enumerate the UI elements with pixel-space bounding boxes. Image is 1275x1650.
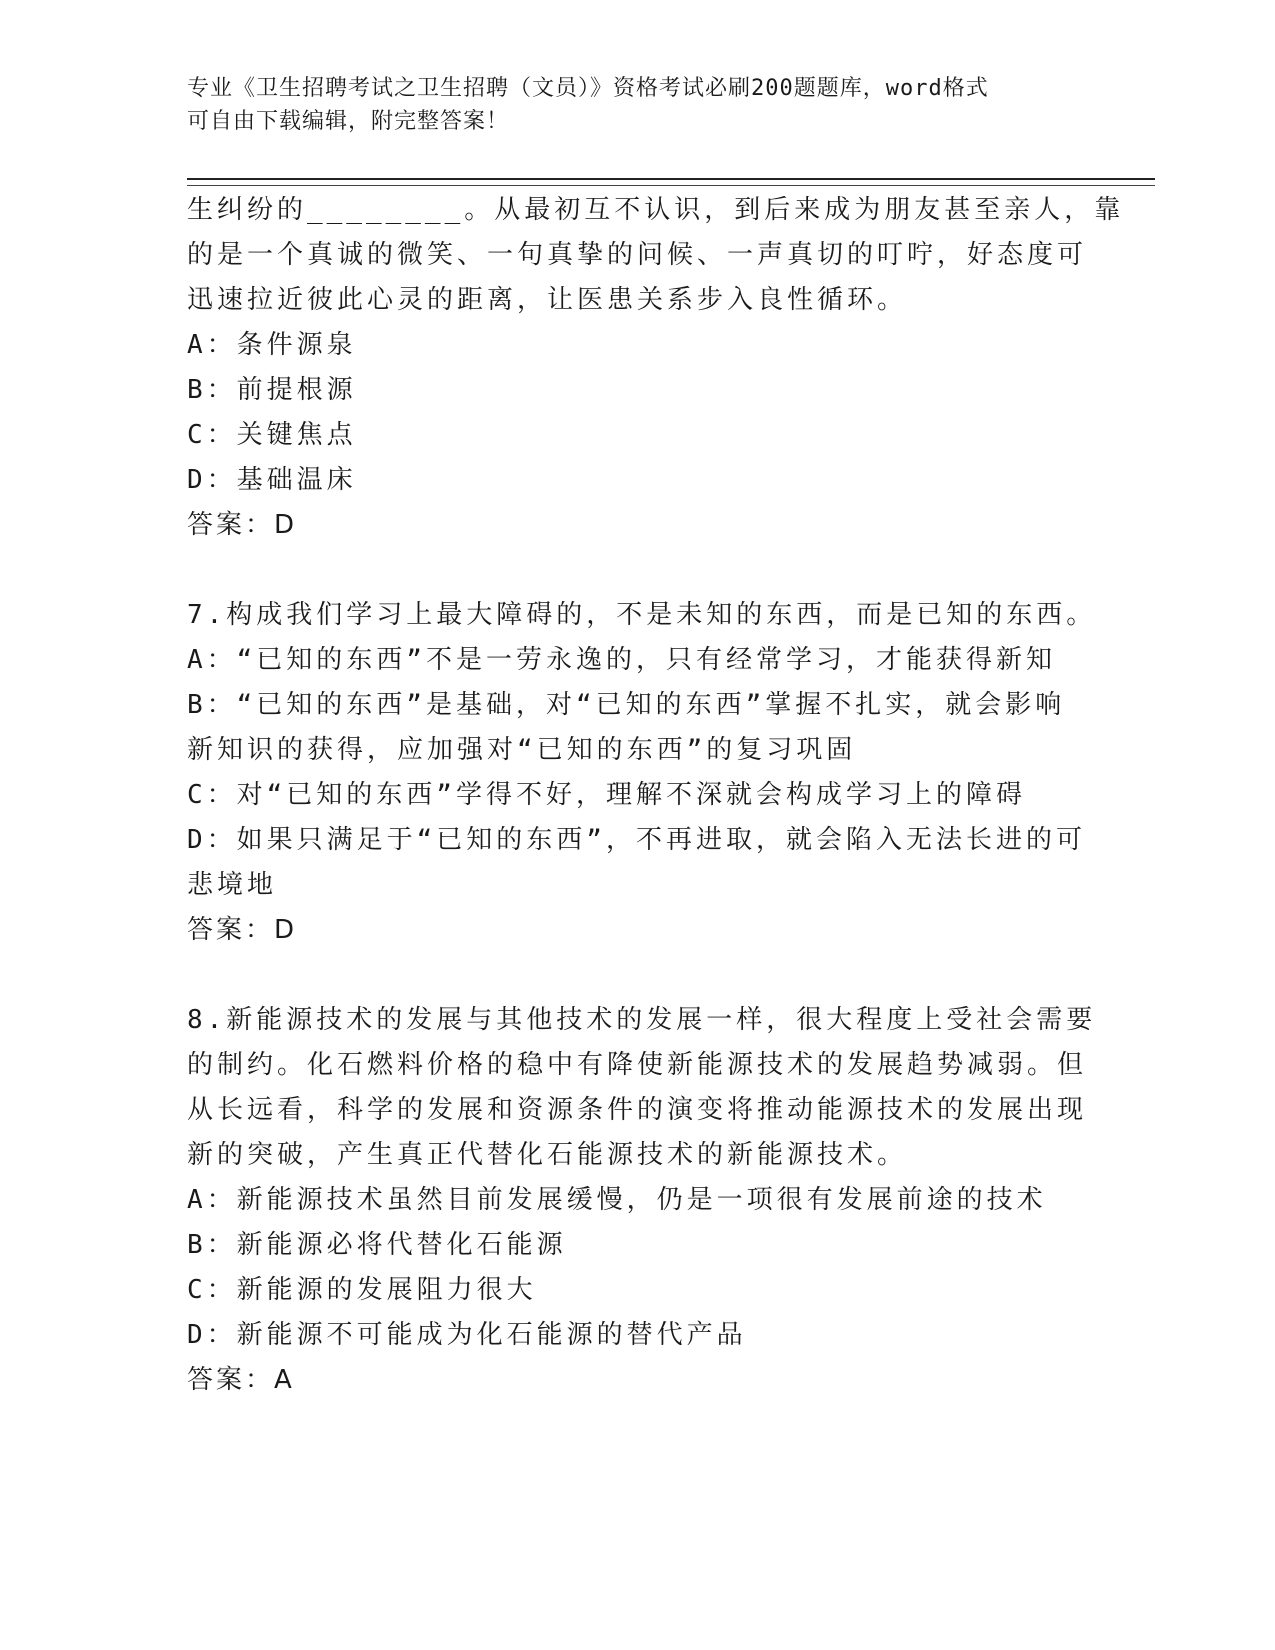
spacer bbox=[187, 953, 1067, 998]
question-stem-line: 迅速拉近彼此心灵的距离，让医患关系步入良性循环。 bbox=[187, 285, 908, 315]
question-stem-line: 生纠纷的________。从最初互不认识，到后来成为朋友甚至亲人，靠 bbox=[187, 195, 1125, 225]
answer: 答案：A bbox=[187, 1365, 295, 1395]
option-c: C：对“已知的东西”学得不好，理解不深就会构成学习上的障碍 bbox=[187, 780, 1026, 810]
option-d: D：新能源不可能成为化石能源的替代产品 bbox=[187, 1320, 747, 1350]
question-6 bbox=[187, 188, 1125, 548]
question-stem-line: 的制约。化石燃料价格的稳中有降使新能源技术的发展趋势减弱。但 bbox=[187, 1050, 1088, 1080]
question-stem-line: 8.新能源技术的发展与其他技术的发展一样，很大程度上受社会需要 bbox=[187, 1005, 1097, 1035]
option-b: B：“已知的东西”是基础，对“已知的东西”掌握不扎实，就会影响 bbox=[187, 690, 1066, 720]
option-a: A：“已知的东西”不是一劳永逸的，只有经常学习，才能获得新知 bbox=[187, 645, 1056, 675]
option-a: A：新能源技术虽然目前发展缓慢，仍是一项很有发展前途的技术 bbox=[187, 1185, 1047, 1215]
option-b: B：新能源必将代替化石能源 bbox=[187, 1230, 567, 1260]
option-d: D：如果只满足于“已知的东西”，不再进取，就会陷入无法长进的可 bbox=[187, 825, 1086, 855]
question-8 bbox=[187, 998, 1097, 1403]
question-stem-line: 从长远看，科学的发展和资源条件的演变将推动能源技术的发展出现 bbox=[187, 1095, 1088, 1125]
spacer bbox=[187, 548, 1067, 593]
answer: 答案：D bbox=[187, 510, 298, 540]
answer: 答案：D bbox=[187, 915, 298, 945]
question-7 bbox=[187, 593, 1097, 953]
question-stem-line: 的是一个真诚的微笑、一句真挚的问候、一声真切的叮咛，好态度可 bbox=[187, 240, 1088, 270]
option-a: A：条件源泉 bbox=[187, 330, 357, 360]
question-content bbox=[187, 188, 1125, 1403]
question-stem-line: 新的突破，产生真正代替化石能源技术的新能源技术。 bbox=[187, 1140, 908, 1170]
option-c: C：新能源的发展阻力很大 bbox=[187, 1275, 537, 1305]
page-header bbox=[187, 72, 1067, 138]
option-d: D：基础温床 bbox=[187, 465, 357, 495]
option-b-continued: 新知识的获得，应加强对“已知的东西”的复习巩固 bbox=[187, 735, 857, 765]
question-stem-line: 7.构成我们学习上最大障碍的，不是未知的东西，而是已知的东西。 bbox=[187, 600, 1097, 630]
option-c: C：关键焦点 bbox=[187, 420, 357, 450]
header-rule-thick bbox=[187, 178, 1155, 180]
option-d-continued: 悲境地 bbox=[187, 870, 278, 900]
header-rule-thin bbox=[187, 185, 1155, 186]
option-b: B：前提根源 bbox=[187, 375, 357, 405]
header-line-1: 专业《卫生招聘考试之卫生招聘（文员）》资格考试必刷200题题库，word格式 bbox=[187, 76, 989, 101]
header-line-2: 可自由下载编辑，附完整答案！ bbox=[187, 109, 510, 134]
